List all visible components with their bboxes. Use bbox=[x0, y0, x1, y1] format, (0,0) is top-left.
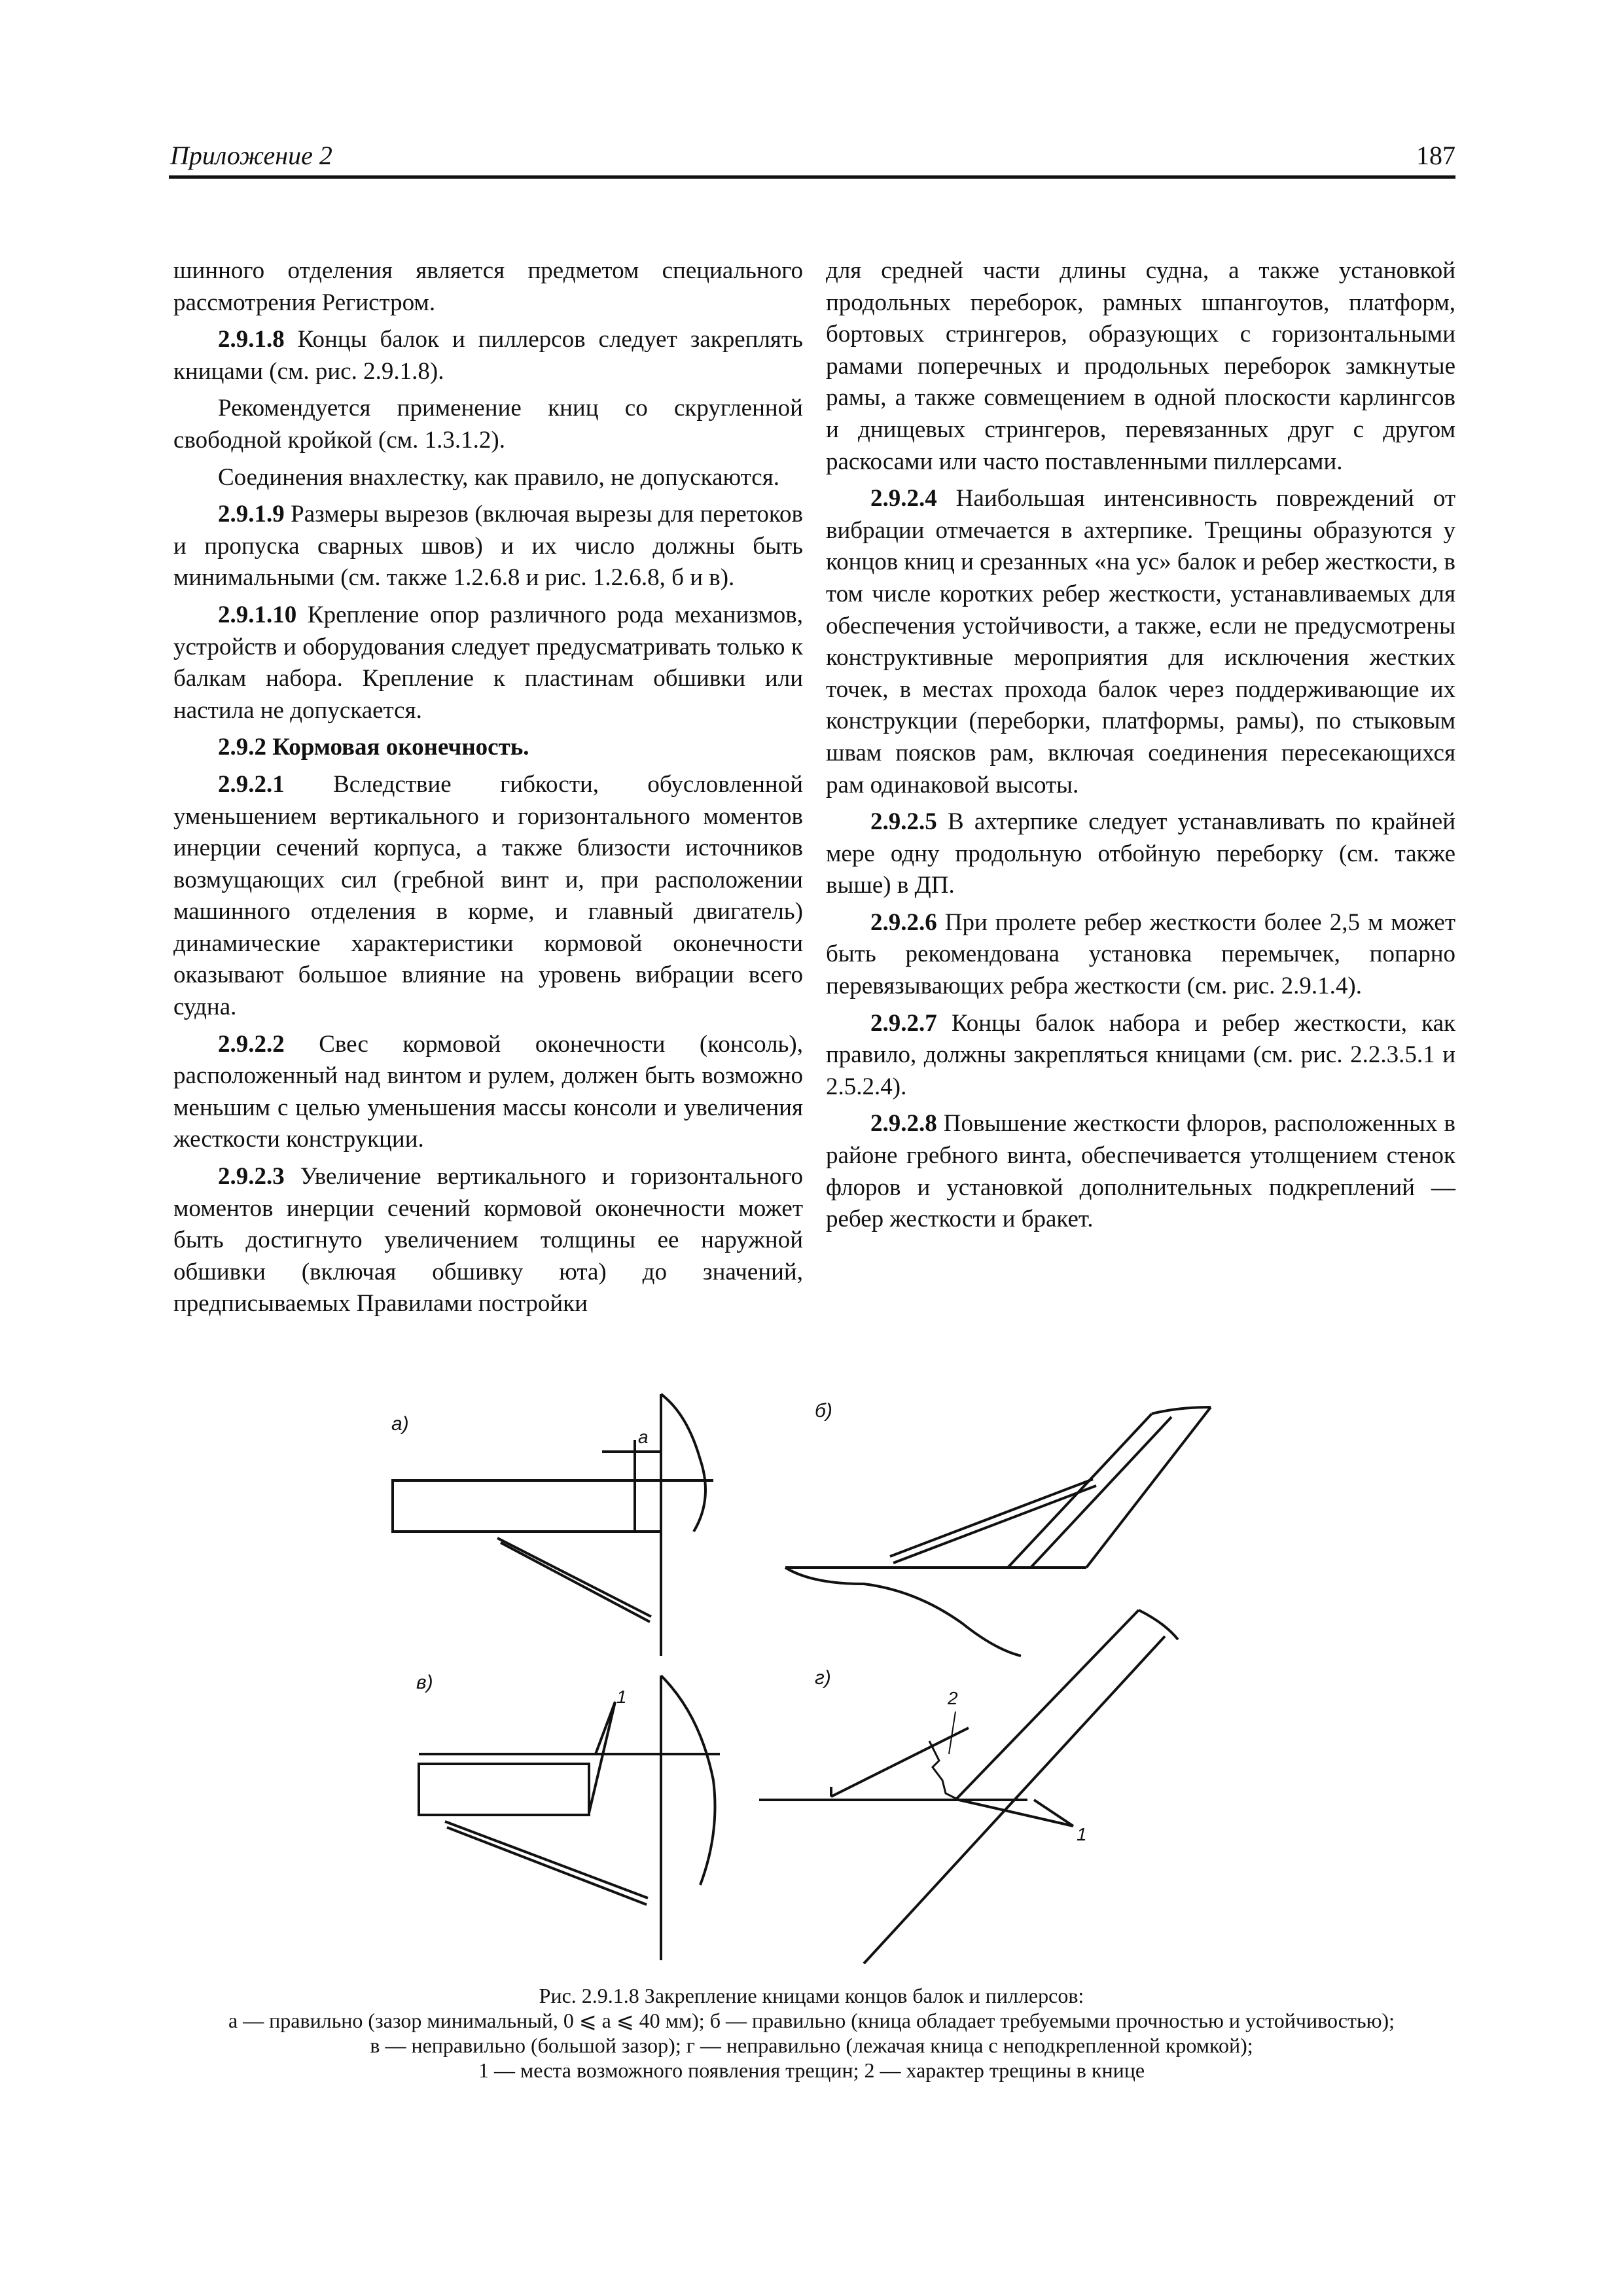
paragraph: Рекомендуется применение книц со скругленной свободной кройкой (см. 1.3.1.2). bbox=[173, 395, 803, 454]
label-a: а) bbox=[391, 1413, 409, 1435]
figure-caption bbox=[131, 1983, 1492, 2083]
paragraph: шинного отделения является предметом специального рассмотрения Регистром. bbox=[173, 257, 803, 316]
caption-line: в — неправильно (большой зазор); г — неправильно (лежачая кница с неподкрепленной кромкой); bbox=[370, 2034, 1253, 2057]
gap-label: a bbox=[638, 1427, 649, 1447]
paragraph: Соединения внахлестку, как правило, не допускаются. bbox=[218, 463, 779, 491]
header-rule bbox=[169, 175, 1455, 179]
paragraph-2-9-2-8: 2.9.2.8 Повышение жесткости флоров, расположенных в районе гребного винта, обеспечивается утолщением стенок флоров и установкой дополнительных подкреплений — ребер жесткости и бракет. bbox=[826, 1110, 1455, 1233]
caption-line: 1 — места возможного появления трещин; 2 — характер трещины в книце bbox=[478, 2058, 1145, 2082]
bracket-diagrams bbox=[0, 1388, 1623, 2029]
paragraph-2-9-2-2: 2.9.2.2 Свес кормовой оконечности (консоль), расположенный над винтом и рулем, должен быть возможно меньшим с целью уменьшения массы консоли и увеличения жесткости конструкции. bbox=[173, 1030, 803, 1153]
paragraph-2-9-2-6: 2.9.2.6 При пролете ребер жесткости более 2,5 м может быть рекомендована установка перемычек, попарно перевязывающих ребра жесткости (см. рис. 2.9.1.4). bbox=[826, 908, 1455, 1000]
figure-2-9-1-8 bbox=[0, 1388, 1623, 2029]
right-text-column bbox=[826, 255, 1455, 1241]
paragraph-2-9-2-5: 2.9.2.5 В ахтерпике следует устанавливать по крайней мере одну продольную отбойную переборку (см. также выше) в ДП. bbox=[826, 808, 1455, 899]
paragraph: для средней части длины судна, а также установкой продольных переборок, рамных шпангоутов, платформ, бортовых стрингеров, образующих с горизонтальными рамами поперечных и продольных переборок замкнутые рамы, а также совмещением в одной плоскости карлингсов и днищевых стрингеров, перевязанных друг с другом раскосами или часто поставленными пиллерсами. bbox=[826, 257, 1455, 475]
paragraph-2-9-2-7: 2.9.2.7 Концы балок набора и ребер жесткости, как правило, должны закрепляться кницами (см. рис. 2.2.3.5.1 и 2.5.2.4). bbox=[826, 1009, 1455, 1100]
diagram-v bbox=[416, 1672, 720, 1960]
diagram-g bbox=[759, 1610, 1178, 1964]
paragraph-2-9-2-1: 2.9.2.1 Вследствие гибкости, обусловленной уменьшением вертикального и горизонтального моментов инерции сечений корпуса, а также близости источников возмущающих сил (гребной винт и, при расположении машинного отделения в корме, и главный двигатель) динамические характеристики кормовой оконечности оказывают большое влияние на уровень вибрации всего судна. bbox=[173, 770, 803, 1021]
paragraph-2-9-2-3: 2.9.2.3 Увеличение вертикального и горизонтального моментов инерции сечений кормовой оконечности может быть достигнуто увеличением толщины ее наружной обшивки (включая обшивку юта) до значений, предписываемых Правилами постройки bbox=[173, 1163, 803, 1318]
crack-char-label: 2 bbox=[948, 1688, 958, 1708]
crack-mark-g: 1 bbox=[1077, 1824, 1087, 1844]
running-header-title: Приложение 2 bbox=[170, 141, 332, 170]
label-v: в) bbox=[416, 1672, 433, 1693]
caption-line: Рис. 2.9.1.8 Закрепление кницами концов балок и пиллерсов: bbox=[539, 1984, 1084, 2007]
label-b: б) bbox=[815, 1400, 832, 1422]
paragraph-2-9-1-9: 2.9.1.9 Размеры вырезов (включая вырезы для перетоков и пропуска сварных швов) и их число должны быть минимальными (см. также 1.2.6.8 и рис. 1.2.6.8, б и в). bbox=[173, 501, 803, 592]
section-heading-2-9-2: 2.9.2 Кормовая оконечность. bbox=[218, 734, 529, 761]
page-number: 187 bbox=[1416, 141, 1455, 170]
left-text-column bbox=[173, 255, 803, 1325]
diagram-a bbox=[391, 1394, 713, 1656]
paragraph-2-9-1-8: 2.9.1.8 Концы балок и пиллерсов следует закреплять кницами (см. рис. 2.9.1.8). bbox=[173, 326, 803, 385]
paragraph-2-9-2-4: 2.9.2.4 Наибольшая интенсивность повреждений от вибрации отмечается в ахтерпике. Трещины образуются у концов книц и срезанных «на ус» балок и ребер жесткости, в том числе коротких ребер жесткости, устанавливаемых для обеспечения устойчивости, а также, если не предусмотрены конструктивные мероприятия для исключения жестких точек, в местах прохода балок через поддерживающие их конструкции (переборки, платформы, рамы), по стыковым швам поясков рам, включая соединения пересекающихся рам одинаковой высоты. bbox=[826, 485, 1455, 798]
crack-mark-v: 1 bbox=[616, 1687, 627, 1707]
paragraph-2-9-1-10: 2.9.1.10 Крепление опор различного рода механизмов, устройств и оборудования следует предусматривать только к балкам набора. Крепление к пластинам обшивки или настила не допускается. bbox=[173, 601, 803, 724]
label-g: г) bbox=[815, 1667, 831, 1689]
caption-line: а — правильно (зазор минимальный, 0 ⩽ a ⩽ 40 мм); б — правильно (кница обладает требуемыми прочностью и устойчивостью); bbox=[228, 2009, 1395, 2032]
diagram-b bbox=[785, 1400, 1211, 1656]
